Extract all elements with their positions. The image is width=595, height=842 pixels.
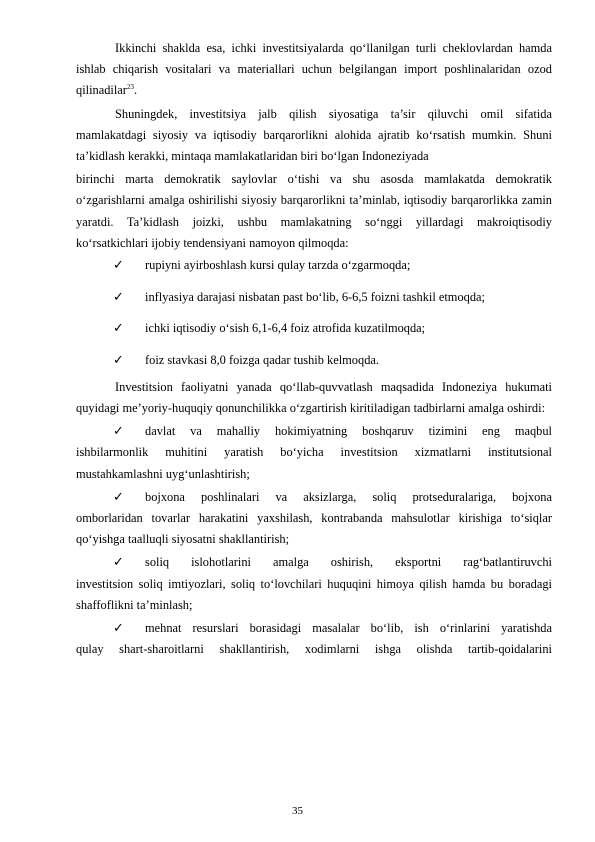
list-item-text: foiz stavkasi 8,0 foizga qadar tushib kelmoqda. xyxy=(145,352,379,367)
list-item-text: omborlaridan tovarlar harakatini yaxshilash, kontrabanda mahsulotlar kirishiga to‘siqlar qo‘yishga taalluqli siyosatni shakllantirish; xyxy=(76,511,552,547)
list-item-first-line: davlat va mahalliy hokimiyatning boshqaruv tizimini eng maqbul xyxy=(145,424,552,439)
checkmark-icon: ✓ xyxy=(113,621,124,637)
checkmark-icon: ✓ xyxy=(113,352,124,368)
list-item xyxy=(76,350,552,371)
list-item xyxy=(76,318,552,339)
checkmark-icon: ✓ xyxy=(113,424,124,440)
paragraph-4: Investitsion faoliyatni yanada qo‘llab-quvvatlash maqsadida Indoneziya hukumati quyidagi me’yoriy-huquqiy qonunchilikka o‘zgartirish kiritiladigan tadbirlarni amalga oshirdi: xyxy=(76,379,552,416)
list-item xyxy=(76,487,552,551)
document-body xyxy=(76,38,552,660)
paragraph-1 xyxy=(76,38,552,102)
list-item-text: ishbilarmonlik muhitini yaratish bo‘yicha investitsion xizmatlarni institutsional mustahkamlashni uyg‘unlashtirish; xyxy=(76,445,552,481)
paragraph-2: Shuningdek, investitsiya jalb qilish siyosatiga ta’sir qiluvchi omil sifatida mamlakatdagi siyosiy va iqtisodiy barqarorlikni alohida ajratib ko‘rsatish mumkin. Shuni ta’kidlash kerakki, mintaqa mamlakatlaridan biri bo‘lgan Indoneziyada xyxy=(76,106,552,164)
paragraph-1-text: Ikkinchi shaklda esa, ichki investitsiyalarda qo‘llanilgan turli cheklovlardan hamda ishlab chiqarish vositalari va materiallari uchun belgilangan import poshlinalaridan ozod qilinadilar xyxy=(76,41,552,98)
checkmark-icon: ✓ xyxy=(113,555,124,571)
list-item-text: qulay shart-sharoitlarni shakllantirish, xodimlarni ishga olishda tartib-qoidalarini xyxy=(76,642,552,657)
checkmark-icon: ✓ xyxy=(113,321,124,337)
list-item xyxy=(76,287,552,308)
list-item-text: investitsion soliq imtiyozlari, soliq to‘lovchilari huquqini himoya qilish hamda bu boradagi shaffoflikni ta’minlash; xyxy=(76,576,552,612)
indicator-list xyxy=(76,255,552,371)
footnote-reference[interactable]: 23 xyxy=(126,83,134,92)
paragraph-3: birinchi marta demokratik saylovlar o‘tishi va shu asosda mamlakatda demokratik o‘zgarishlarni amalga oshirilishi siyosiy barqarorlikni ta’minlab, iqtisodiy barqarorlikka zamin yaratdi. Ta’kidlash joizki, ushbu mamlakatning so‘nggi yillardagi makroiqtisodiy ko‘rsatkichlari ijobiy tendensiyani namoyon qilmoqda: xyxy=(76,172,552,250)
measures-list xyxy=(76,421,552,660)
list-item-text: inflyasiya darajasi nisbatan past bo‘lib, 6-6,5 foizni tashkil etmoqda; xyxy=(145,289,485,304)
checkmark-icon: ✓ xyxy=(113,258,124,274)
list-item-first-line: soliq islohotlarini amalga oshirish, eksportni rag‘batlantiruvchi xyxy=(145,555,552,570)
list-item-text: ichki iqtisodiy o‘sish 6,1-6,4 foiz atrofida kuzatilmoqda; xyxy=(145,321,426,336)
list-item-text: rupiyni ayirboshlash kursi qulay tarzda o‘zgarmoqda; xyxy=(145,258,411,273)
list-item xyxy=(76,552,552,616)
checkmark-icon: ✓ xyxy=(113,289,124,305)
checkmark-icon: ✓ xyxy=(113,489,124,505)
list-item xyxy=(76,255,552,276)
list-item xyxy=(76,618,552,660)
list-item-first-line: bojxona poshlinalari va aksizlarga, soliq protseduralariga, bojxona xyxy=(145,489,552,504)
list-item-first-line: mehnat resurslari borasidagi masalalar bo‘lib, ish o‘rinlarini yaratishda xyxy=(145,621,552,636)
list-item xyxy=(76,421,552,485)
page-number: 35 xyxy=(292,805,303,817)
paragraph-1-end: . xyxy=(133,83,138,98)
